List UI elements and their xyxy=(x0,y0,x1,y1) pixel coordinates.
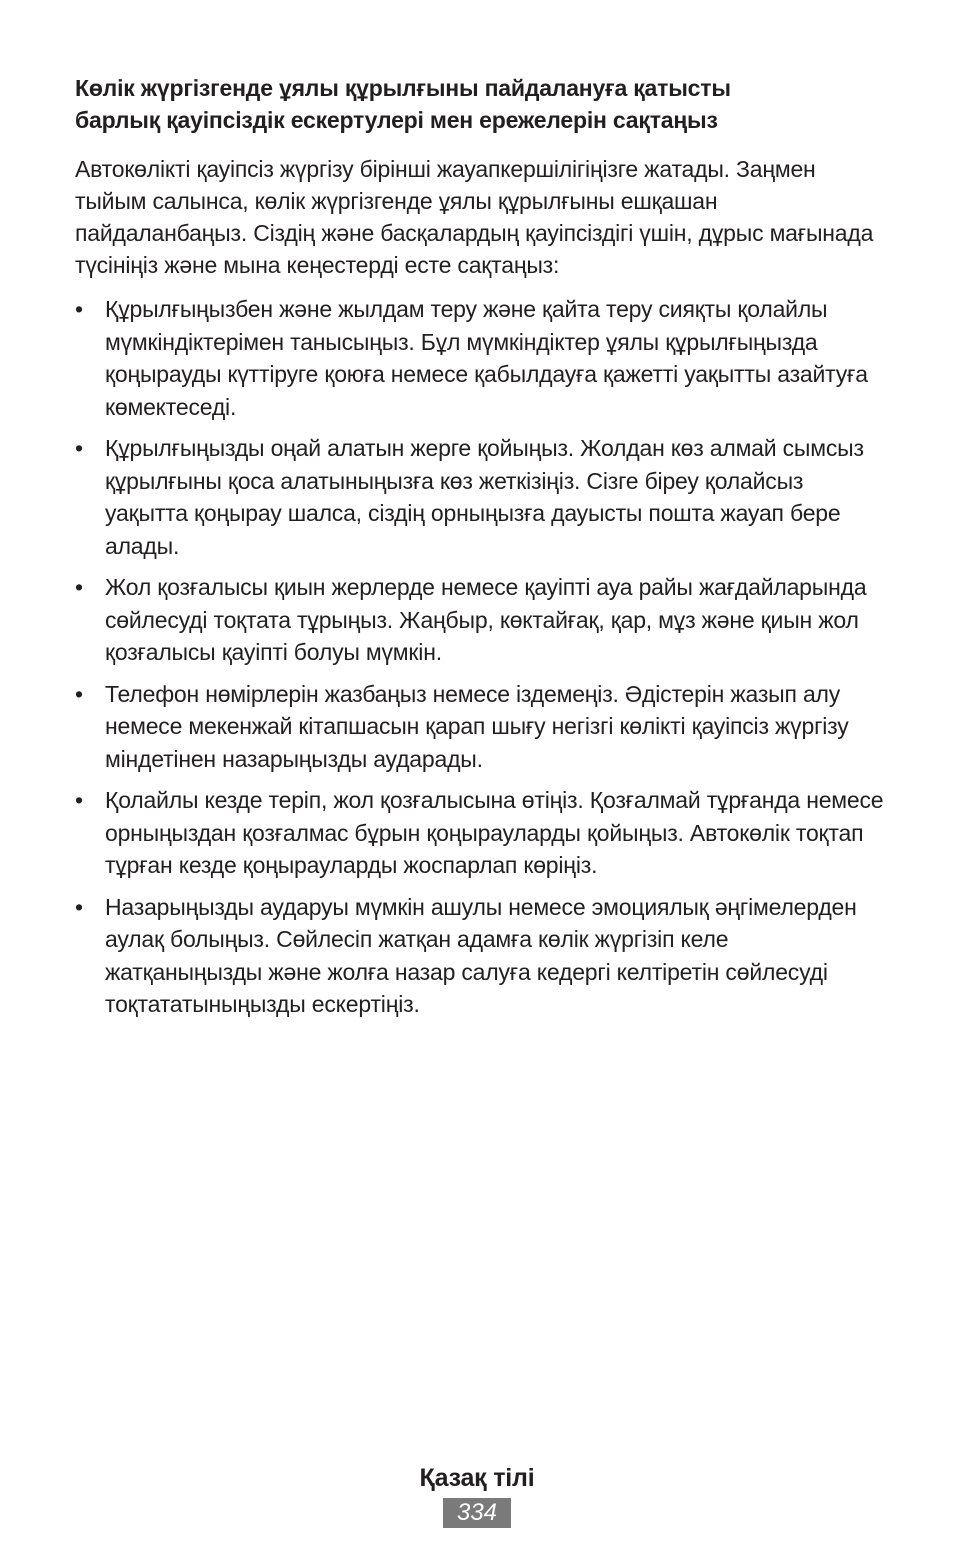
footer-language-label: Қазақ тілі xyxy=(419,1464,535,1492)
bullet-icon: • xyxy=(75,680,83,707)
section-heading xyxy=(75,72,885,136)
tip-text: Телефон нөмірлерін жазбаңыз немесе іздемеңіз. Әдістерін жазып алу немесе мекенжай кітапшасын қарап шығу негізгі көлікті қауіпсіз жүргізу міндетінен назарыңызды аударады. xyxy=(105,680,849,772)
bullet-icon: • xyxy=(75,574,83,600)
list-item xyxy=(75,293,885,423)
bullet-icon: • xyxy=(75,787,83,813)
page-footer xyxy=(0,1462,954,1528)
bullet-icon: • xyxy=(75,296,83,322)
heading-line-1: Көлік жүргізгенде ұялы құрылғыны пайдалануға қатысты xyxy=(75,75,731,101)
document-body xyxy=(75,72,885,1030)
bullet-icon: • xyxy=(75,893,83,920)
tip-text: Жол қозғалысы қиын жерлерде немесе қауіпті ауа райы жағдайларында сөйлесуді тоқтата тұрыңыз. Жаңбыр, көктайғақ, қар, мұз және қиын жол қозғалысы қауіпті болуы мүмкін. xyxy=(105,574,867,665)
tip-text: Назарыңызды аударуы мүмкін ашулы немесе эмоциялық әңгімелерден аулақ болыңыз. Сөйлесіп жатқан адамға көлік жүргізіп келе жатқаныңызды және жолға назар салуға кедергі келтіретін сөйлесуді тоқтататыныңызды ескертіңіз. xyxy=(105,893,857,1017)
tip-text: Құрылғыңызды оңай алатын жерге қойыңыз. Жолдан көз алмай сымсыз құрылғыны қоса алатыныңызға көз жеткізіңіз. Сізге біреу қолайсыз уақытта қоңырау шалса, сіздің орныңызға дауысты пошта жауап бере алады. xyxy=(105,435,864,559)
safety-tips-list xyxy=(75,293,885,1021)
page-number-container xyxy=(0,1498,954,1528)
bullet-icon: • xyxy=(75,435,83,461)
list-item xyxy=(75,432,885,562)
page-number-badge: 334 xyxy=(443,1498,511,1528)
heading-line-2: барлық қауіпсіздік ескертулері мен ережелерін сақтаңыз xyxy=(75,107,718,133)
list-item xyxy=(75,678,885,776)
intro-paragraph: Автокөлікті қауіпсіз жүргізу бірінші жауапкершілігіңізге жатады. Заңмен тыйым салынса, көлік жүргізгенде ұялы құрылғыны ешқашан пайдаланбаңыз. Сіздің және басқалардың қауіпсіздігі үшін, дұрыс мағынада түсініңіз және мына кеңестерді есте сақтаңыз: xyxy=(75,156,874,278)
list-item xyxy=(75,784,885,882)
list-item xyxy=(75,571,885,669)
list-item xyxy=(75,891,885,1021)
tip-text: Қолайлы кезде теріп, жол қозғалысына өтіңіз. Қозғалмай тұрғанда немесе орныңыздан қозғалмас бұрын қоңырауларды қойыңыз. Автокөлік тоқтап тұрған кезде қоңырауларды жоспарлап көріңіз. xyxy=(105,787,884,878)
tip-text: Құрылғыңызбен және жылдам теру және қайта теру сияқты қолайлы мүмкіндіктерімен танысыңыз. Бұл мүмкіндіктер ұялы құрылғыңызда қоңырауды күттіруге қоюға немесе қабылдауға қажетті уақытты азайтуға көмектеседі. xyxy=(105,296,868,420)
